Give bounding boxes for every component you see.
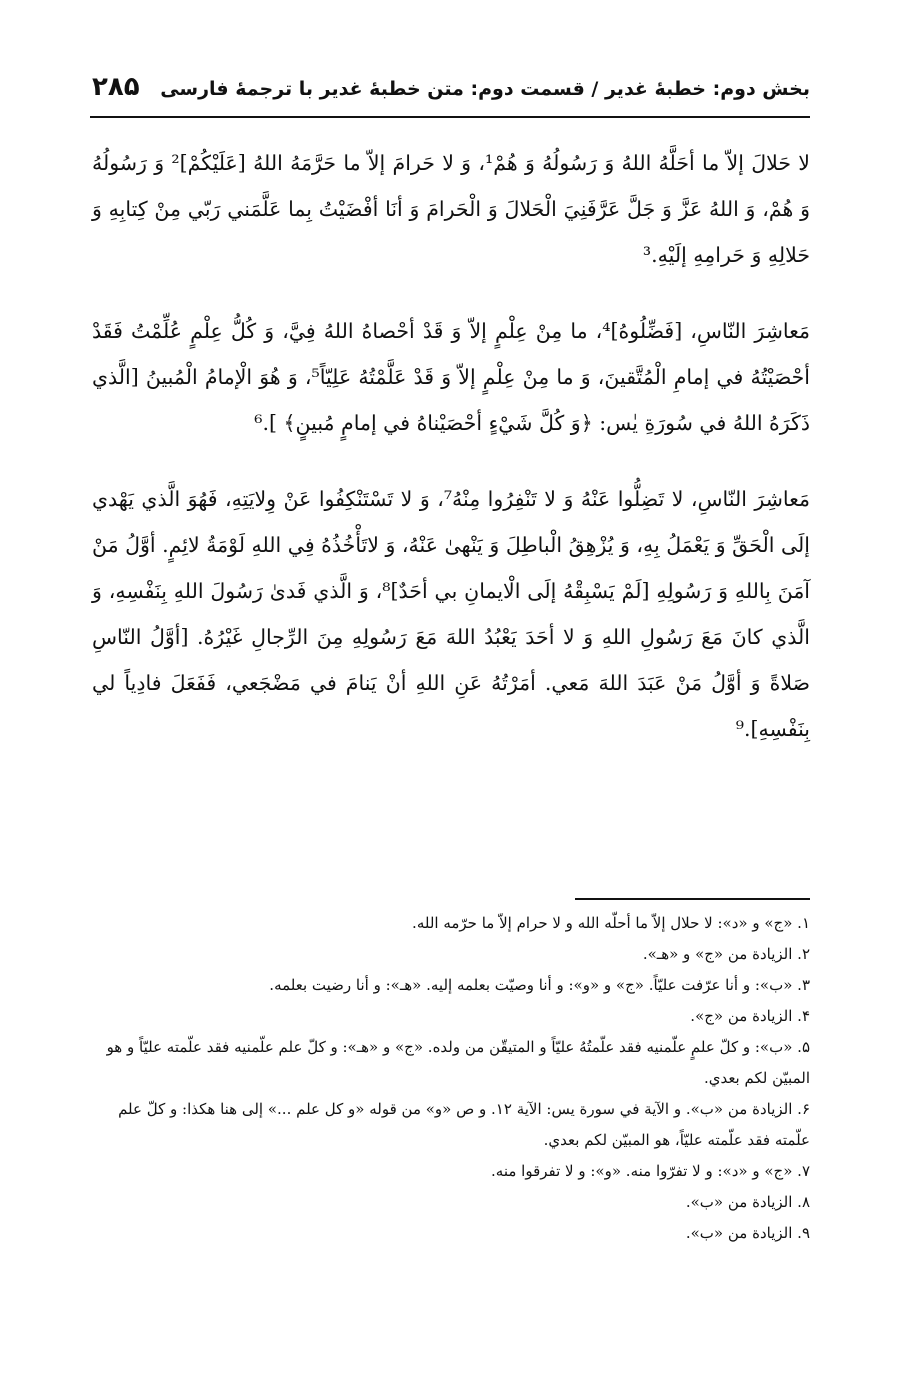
paragraph-1: لا حَلالَ إلاّ ما أحَلَّهُ اللهُ وَ رَسُولُهُ وَ هُمْ¹، وَ لا حَرامَ إلاّ ما حَرَّمَهُ اللهُ [عَلَيْكُمْ]² وَ رَسُولُهُ وَ هُمْ، وَ اللهُ عَزَّ وَ جَلَّ عَرَّفَنِيَ الْحَلالَ وَ الْحَرامَ وَ أنَا أفْضَيْتُ بِما عَلَّمَني رَبّي مِنْ كِتابِهِ وَ حَلالِهِ وَ حَرامِهِ إلَيْهِ.³ [92, 151, 810, 267]
footnote-9: ۹. الزيادة من «ب». [685, 1224, 810, 1242]
footnote-8: ۸. الزيادة من «ب». [685, 1193, 810, 1211]
main-text [92, 140, 810, 782]
footnote-3: ۳. «ب»: و أنا عرّفت عليّاً. «ج» و «و»: و أنا وصيّت بعلمه إليه. «هـ»: و أنا رضيت بعلمه. [269, 976, 810, 994]
page-header [90, 70, 810, 118]
page-number: ۲۸۵ [92, 72, 140, 102]
footnotes [92, 908, 810, 1249]
footnote-divider [575, 898, 810, 900]
footnote-4: ۴. الزيادة من «ج». [690, 1007, 810, 1025]
paragraph-2: مَعاشِرَ النّاسِ، [فَضِّلُوهُ]⁴، ما مِنْ عِلْمٍ إلاّ وَ قَدْ أحْصاهُ اللهُ فِيَّ، وَ كُلُّ عِلْمٍ عُلِّمْتُ فَقَدْ أحْصَيْتُهُ في إمامِ الْمُتَّقينَ، وَ ما مِنْ عِلْمٍ إلاّ وَ قَدْ عَلَّمْتُهُ عَلِيّاً⁵، وَ هُوَ الْإمامُ الْمُبينُ [الَّذي ذَكَرَهُ اللهُ في سُورَةِ يٰس: ﴿وَ كُلَّ شَيْءٍ أحْصَيْناهُ في إمامٍ مُبينٍ﴾ ].⁶ [92, 319, 810, 435]
footnote-1: ۱. «ج» و «د»: لا حلال إلاّ ما أحلّه الله و لا حرام إلاّ ما حرّمه الله. [412, 914, 810, 932]
footnote-6: ۶. الزيادة من «ب». و الآية في سورة يس: الآية ۱۲. و ص «و» من قوله «و كل علم ...» إلى هنا هكذا: و كلّ علم علّمته فقد علّمته عليّاً، هو المبيّن لكم بعدي. [118, 1100, 810, 1149]
footnote-5: ۵. «ب»: و كلّ علمٍ علّمنيه فقد علّمتُهُ عليّاً و المتيقّن من ولده. «ج» و «هـ»: و كلّ علم علّمنيه فقد علّمته عليّاً و هو المبيّن لكم بعدي. [106, 1038, 810, 1087]
paragraph-3: مَعاشِرَ النّاسِ، لا تَضِلُّوا عَنْهُ وَ لا تَنْفِرُوا مِنْهُ⁷، وَ لا تَسْتَنْكِفُوا عَنْ وِلايَتِهِ، فَهُوَ الَّذي يَهْدي إلَى الْحَقِّ وَ يَعْمَلُ بِهِ، وَ يُزْهِقُ الْباطِلَ وَ يَنْهىٰ عَنْهُ، وَ لاتَأْخُذُهُ فِي اللهِ لَوْمَةُ لائِمٍ. أوَّلُ مَنْ آمَنَ بِاللهِ وَ رَسُولِهِ [لَمْ يَسْبِقْهُ إلَى الْايمانِ بي أحَدٌ]⁸، وَ الَّذي فَدىٰ رَسُولَ اللهِ بِنَفْسِهِ، وَ الَّذي كانَ مَعَ رَسُولِ اللهِ وَ لا أحَدَ يَعْبُدُ اللهَ مَعَ رَسُولِهِ مِنَ الرِّجالِ غَيْرُهُ. [أوَّلُ النّاسِ صَلاةً وَ أوَّلُ مَنْ عَبَدَ اللهَ مَعي. أمَرْتُهُ عَنِ اللهِ أنْ يَنامَ في مَضْجَعي، فَفَعَلَ فادِياً لي بِنَفْسِهِ].⁹ [92, 487, 811, 741]
running-head: بخش دوم: خطبۀ غدیر / قسمت دوم: متن خطبۀ غدیر با ترجمۀ فارسی [160, 78, 810, 100]
footnote-2: ۲. الزيادة من «ج» و «هـ». [642, 945, 810, 963]
footnote-7: ۷. «ج» و «د»: و لا تفرّوا منه. «و»: و لا تفرقوا منه. [491, 1162, 810, 1180]
